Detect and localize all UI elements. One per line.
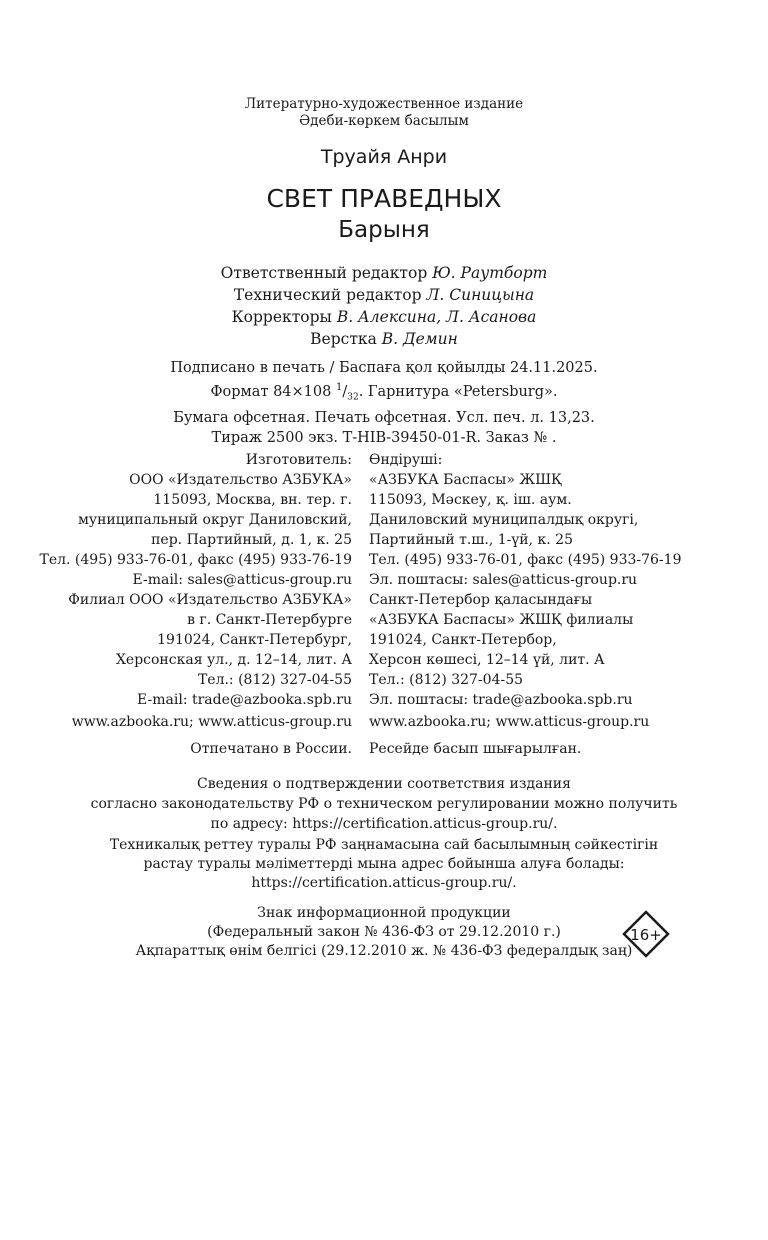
info-sign: Знак информационной продукции (Федеральный закон № 436-ФЗ от 29.12.2010 г.) Ақпараттық өнім белгісі (29.12.2010 ж. № 436-ФЗ федералдық заң)	[135, 905, 633, 959]
book-title: СВЕТ ПРАВЕДНЫХ	[266, 184, 502, 213]
age-rating-text: 16+	[630, 926, 662, 944]
website-links-ru[interactable]: www.azbooka.ru; www.atticus-group.ru	[71, 714, 352, 730]
age-rating-badge	[622, 910, 670, 958]
author: Труайя Анри	[320, 146, 448, 168]
branch-ru: Филиал ООО «Издательство АЗБУКА» в г. Санкт-Петербурге 191024, Санкт-Петербург, Херсонская ул., д. 12–14, лит. А Тел.: (812) 327-04-55 E-mail: trade@azbooka.spb.ru	[68, 592, 352, 708]
book-subtitle: Барыня	[338, 217, 430, 243]
edition-type	[0, 96, 768, 130]
credit-line: Корректоры В. Алексина, Л. Асанова	[231, 308, 537, 326]
branch-kz: Санкт-Петербор қаласындағы «АЗБУКА Баспасы» ЖШҚ филиалы 191024, Санкт-Петербор, Херсон көшесі, 12–14 үй, лит. А Тел.: (812) 327-04-55 Эл. поштасы: trade@azbooka.spb.ru	[369, 592, 634, 708]
certification-kz: Техникалық реттеу туралы РФ заңнамасына сай басылымның сәйкестігін растау туралы мәліметтерді мына адрес бойынша алуға болады: https://certification.atticus-group.ru/.	[109, 837, 659, 891]
print-info-line: Подписано в печать / Баспаға қол қойылды 24.11.2025.	[170, 360, 598, 376]
website-links-kz[interactable]: www.azbooka.ru; www.atticus-group.ru	[369, 714, 650, 730]
credits	[0, 262, 768, 350]
credit-line: Ответственный редактор Ю. Раутборт	[220, 264, 548, 282]
edition-ru: Литературно-художественное издание	[244, 96, 524, 112]
credit-line: Технический редактор Л. Синицына	[233, 286, 535, 304]
manufacturer-ru: Изготовитель: ООО «Издательство АЗБУКА» 115093, Москва, вн. тер. г. муниципальный округ Даниловский, пер. Партийный, д. 1, к. 25 Тел. (495) 933-76-01, факс (495) 933-76-19 E-mail: sales@atticus-group.ru	[39, 452, 352, 588]
print-info-line: Тираж 2500 экз. Т-НІВ-39450-01-R. Заказ № .	[211, 429, 557, 446]
edition-kz: Әдеби-көркем басылым	[299, 113, 469, 129]
print-info	[0, 358, 768, 448]
printed-ru: Отпечатано в России.	[190, 741, 352, 757]
print-info-line: Бумага офсетная. Печать офсетная. Усл. печ. л. 13,23.	[173, 409, 595, 426]
printed-kz: Ресейде басып шығарылған.	[369, 741, 582, 757]
credit-line: Верстка В. Демин	[310, 330, 458, 348]
manufacturer-kz: Өндіруші: «АЗБУКА Баспасы» ЖШҚ 115093, Мәскеу, қ. іш. аум. Даниловский муниципалдық округі, Партийный т.ш., 1-үй, к. 25 Тел. (495) 933-76-01, факс (495) 933-76-19 Эл. поштасы: sales@atticus-group.ru	[369, 452, 682, 588]
age-rating-diamond-icon	[622, 910, 670, 958]
print-info-format: Формат 84×108 $^1/_{32}$. Гарнитура «Petersburg».	[210, 382, 558, 403]
certification-ru: Сведения о подтверждении соответствия издания согласно законодательству РФ о техническом регулировании можно получить по адресу: https://certification.atticus-group.ru/.	[90, 776, 678, 832]
